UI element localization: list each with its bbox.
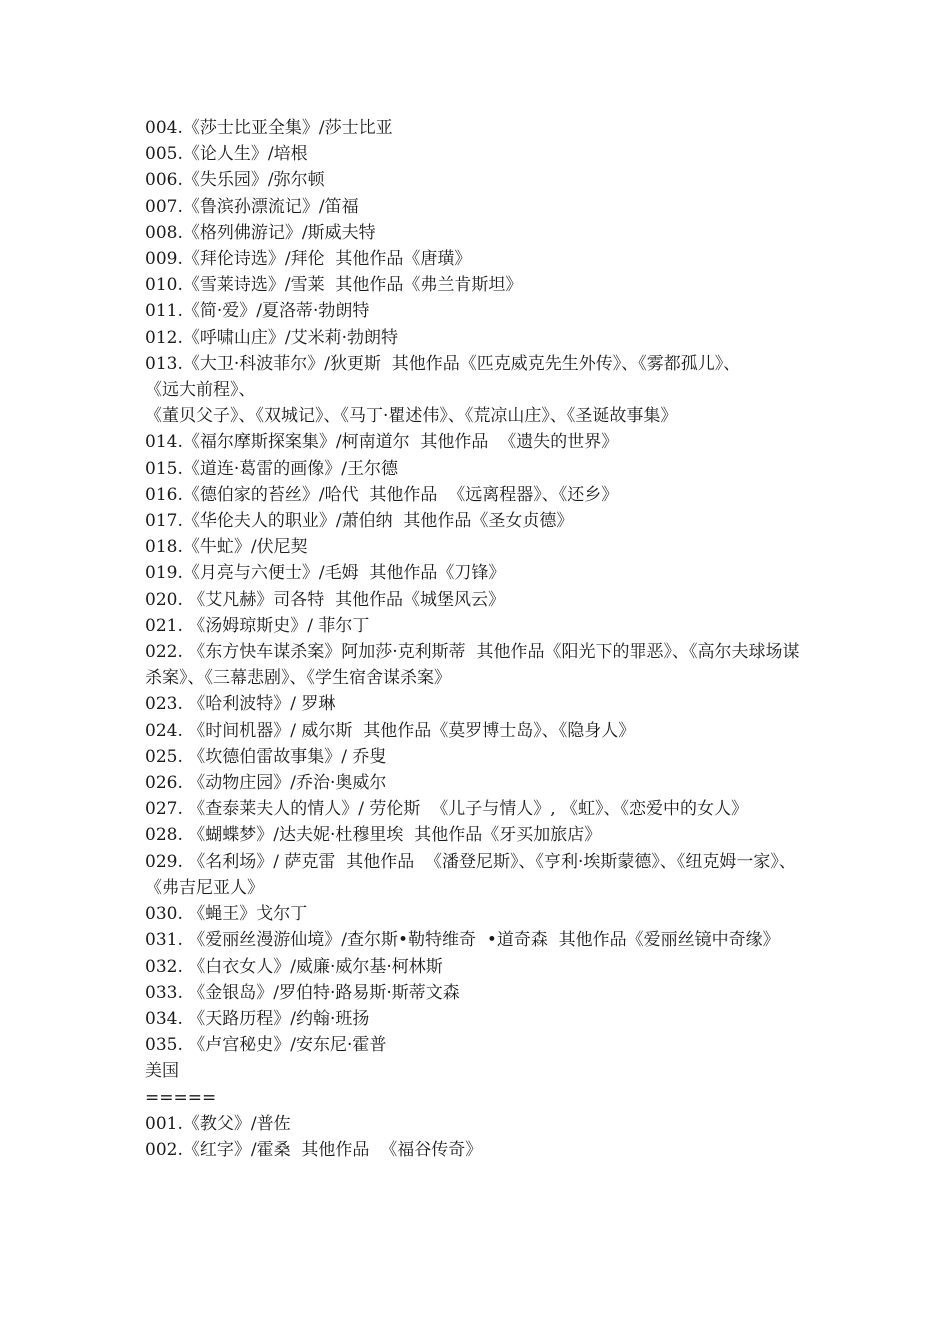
section-divider: ===== bbox=[145, 1087, 217, 1108]
list-item: 005.《论人生》/培根 bbox=[145, 144, 308, 165]
list-item: 008.《格列佛游记》/斯威夫特 bbox=[145, 222, 376, 243]
section-heading: 美国 bbox=[145, 1061, 179, 1082]
list-item: 006.《失乐园》/弥尔顿 bbox=[145, 170, 325, 191]
list-item: 026. 《动物庄园》/乔治·奥威尔 bbox=[145, 773, 387, 794]
list-item: 023. 《哈利波特》/ 罗琳 bbox=[145, 694, 336, 715]
list-item: 009.《拜伦诗选》/拜伦 其他作品《唐璜》 bbox=[145, 249, 472, 270]
list-item: 020. 《艾凡赫》司各特 其他作品《城堡风云》 bbox=[145, 589, 506, 610]
list-item: 002.《红字》/霍桑 其他作品 《福谷传奇》 bbox=[145, 1139, 483, 1160]
list-item: 001.《教父》/普佐 bbox=[145, 1113, 291, 1134]
list-item: 010.《雪莱诗选》/雪莱 其他作品《弗兰肯斯坦》 bbox=[145, 275, 523, 296]
list-item: 013.《大卫·科波菲尔》/狄更斯 其他作品《匹克威克先生外传》、《雾都孤儿》、 bbox=[145, 353, 741, 374]
list-item: 011.《简·爱》/夏洛蒂·勃朗特 bbox=[145, 301, 370, 322]
list-item: 004.《莎士比亚全集》/莎士比亚 bbox=[145, 118, 393, 138]
list-item: 014.《福尔摩斯探案集》/柯南道尔 其他作品 《遗失的世界》 bbox=[145, 432, 619, 453]
list-item: 024. 《时间机器》/ 威尔斯 其他作品《莫罗博士岛》、《隐身人》 bbox=[145, 720, 636, 741]
list-item: 019.《月亮与六便士》/毛姆 其他作品《刀锋》 bbox=[145, 563, 506, 584]
list-item: 012.《呼啸山庄》/艾米莉·勃朗特 bbox=[145, 327, 398, 348]
list-item: 030. 《蝇王》戈尔丁 bbox=[145, 904, 308, 925]
document-page bbox=[145, 115, 813, 1163]
list-item: 007.《鲁滨孙漂流记》/笛福 bbox=[145, 196, 359, 217]
list-item: 022. 《东方快车谋杀案》阿加莎·克利斯蒂 其他作品《阳光下的罪恶》、《高尔夫球场谋杀案》、《三幕悲剧》、《学生宿舍谋杀案》 bbox=[145, 642, 800, 689]
list-item: 021. 《汤姆琼斯史》/ 菲尔丁 bbox=[145, 615, 370, 636]
list-item: 031. 《爱丽丝漫游仙境》/查尔斯•勒特维奇 •道奇森 其他作品《爱丽丝镜中奇缘》 bbox=[145, 930, 780, 951]
list-item: 017.《华伦夫人的职业》/萧伯纳 其他作品《圣女贞德》 bbox=[145, 511, 574, 532]
list-item: 025. 《坎德伯雷故事集》/ 乔叟 bbox=[145, 746, 387, 767]
list-item: 034. 《天路历程》/约翰·班扬 bbox=[145, 1008, 370, 1029]
list-item: 018.《牛虻》/伏尼契 bbox=[145, 537, 308, 558]
list-item: 035. 《卢宫秘史》/安东尼·霍普 bbox=[145, 1035, 387, 1056]
list-item: 028. 《蝴蝶梦》/达夫妮·杜穆里埃 其他作品《牙买加旅店》 bbox=[145, 825, 602, 846]
list-item: 033. 《金银岛》/罗伯特·路易斯·斯蒂文森 bbox=[145, 982, 460, 1003]
list-item: 015.《道连·葛雷的画像》/王尔德 bbox=[145, 458, 398, 479]
list-item: 016.《德伯家的苔丝》/哈代 其他作品 《远离程器》、《还乡》 bbox=[145, 484, 619, 505]
list-item: 《董贝父子》、《双城记》、《马丁·瞿述伟》、《荒凉山庄》、《圣诞故事集》 bbox=[145, 406, 678, 427]
list-item: 《远大前程》、 bbox=[145, 380, 256, 401]
list-item: 027. 《查泰莱夫人的情人》/ 劳伦斯 《儿子与情人》, 《虹》、《恋爱中的女人》 bbox=[145, 799, 749, 820]
list-item: 029. 《名利场》/ 萨克雷 其他作品 《潘登尼斯》、《亨利·埃斯蒙德》、《纽克姆一家》、《弗吉尼亚人》 bbox=[145, 851, 796, 898]
list-item: 032. 《白衣女人》/威廉·威尔基·柯林斯 bbox=[145, 956, 443, 977]
